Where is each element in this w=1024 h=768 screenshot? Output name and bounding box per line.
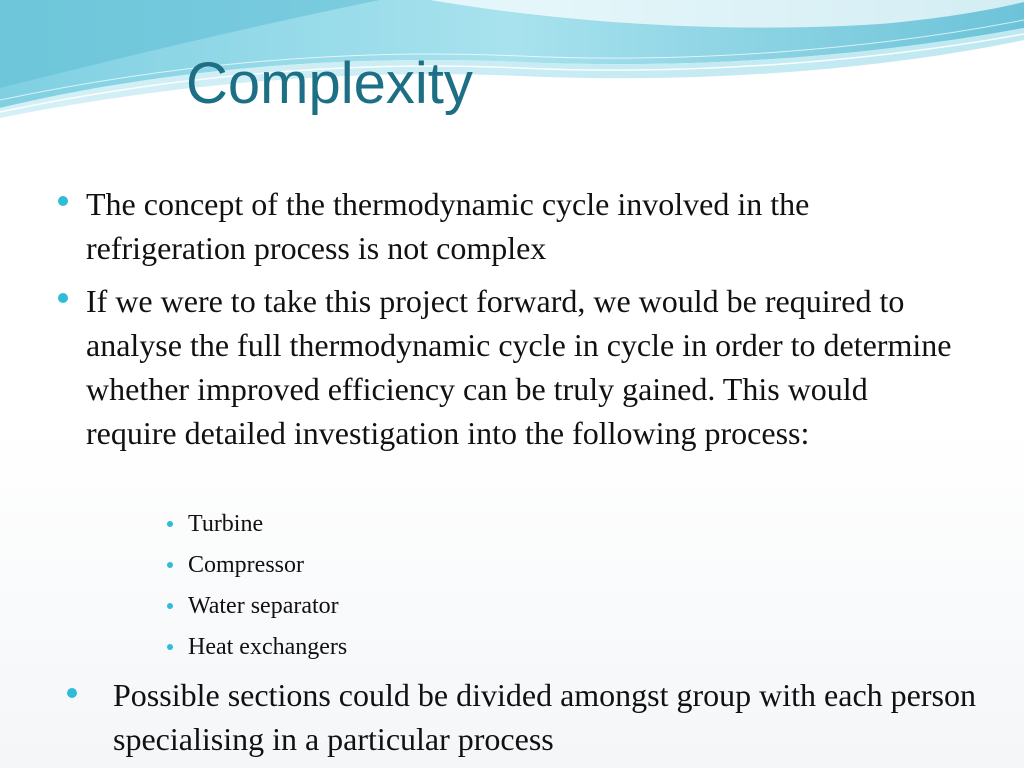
wave-decoration: [0, 0, 1024, 130]
bullet-text: Possible sections could be divided amongst group with each person specialising in a particular process: [113, 677, 976, 757]
sub-bullet-text: Heat exchangers: [188, 634, 348, 660]
bullet-item: [113, 673, 993, 761]
sub-bullet-item: [188, 586, 788, 627]
sub-bullet-text: Turbine: [188, 511, 264, 537]
sub-bullet-text: Compressor: [188, 552, 304, 578]
sub-bullet-item: [188, 504, 788, 545]
sub-bullet-list: [188, 504, 788, 668]
sub-bullet-dot-icon: [167, 644, 173, 650]
bullet-text: If we were to take this project forward, we would be required to analyse the full thermodynamic cycle in cycle in order to determine whether improved efficiency can be truly gained. This would require detailed investigation into the following process:: [86, 283, 952, 451]
bullet-item: [86, 182, 966, 270]
bullet-text: The concept of the thermodynamic cycle involved in the refrigeration process is not complex: [86, 186, 810, 266]
sub-bullet-item: [188, 545, 788, 586]
sub-bullet-dot-icon: [167, 521, 173, 527]
sub-bullet-text: Water separator: [188, 593, 339, 619]
sub-bullet-dot-icon: [167, 562, 173, 568]
sub-bullet-item: [188, 627, 788, 668]
slide-title: Complexity: [186, 51, 473, 116]
bullet-dot-icon: [58, 196, 68, 206]
bullet-item: [86, 279, 966, 455]
bullet-dot-icon: [67, 688, 77, 698]
bullet-dot-icon: [58, 293, 68, 303]
sub-bullet-dot-icon: [167, 603, 173, 609]
